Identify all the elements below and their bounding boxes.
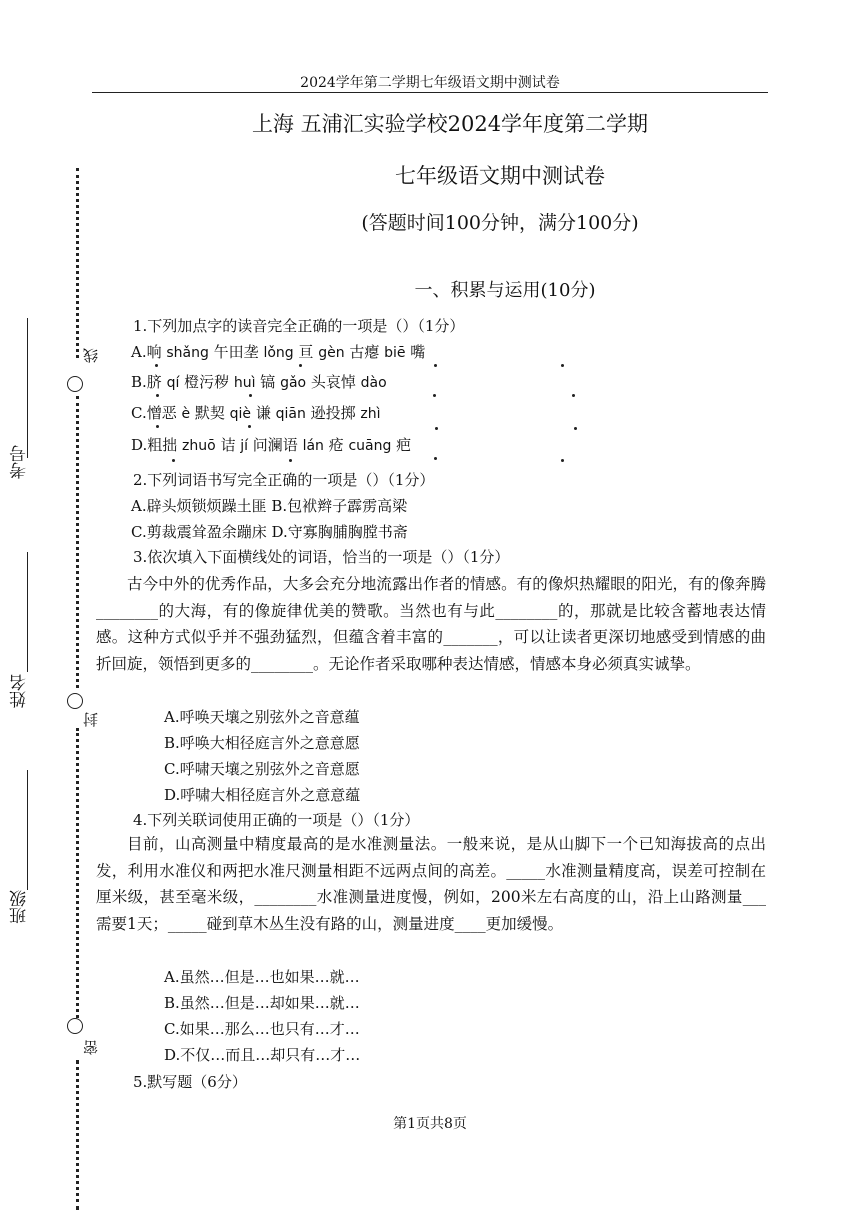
seal-label-mi: 密 xyxy=(82,1040,100,1055)
q1-a-pinyin: shǎng xyxy=(166,345,209,361)
q1-d-text: 问澜语 xyxy=(248,436,303,454)
q1-d-pinyin: jí xyxy=(240,438,249,454)
q1-c-text: C.憎恶 xyxy=(131,404,182,422)
emphasis-dot xyxy=(299,364,302,367)
q1-option-c xyxy=(131,403,381,424)
q1-c-pinyin: qiè xyxy=(229,406,252,422)
q1-d-text: 疮 xyxy=(323,436,349,454)
seal-label-xian: 线 xyxy=(82,348,100,363)
q1-a-pinyin: lǒng xyxy=(263,345,294,361)
q2-options-cd: C.剪裁震耸盈余蹦床 D.守寡胸脯胸膛书斋 xyxy=(131,523,408,541)
q4-option-b: B.虽然…但是…却如果…就… xyxy=(164,994,360,1012)
emphasis-dot xyxy=(156,425,159,428)
seal-dotted-line xyxy=(76,396,79,688)
emphasis-dot xyxy=(156,394,159,397)
exam-info: (答题时间100分钟，满分100分) xyxy=(361,212,639,234)
running-header: 2024学年第二学期七年级语文期中测试卷 xyxy=(300,75,560,91)
q1-option-a xyxy=(131,342,425,363)
q1-c-pinyin: qiān xyxy=(275,406,306,422)
q3-option-b: B.呼唤大相径庭言外之意意愿 xyxy=(164,734,360,752)
exam-number-label: 考号 xyxy=(10,445,30,479)
q1-b-text: 头哀悼 xyxy=(306,373,361,391)
q1-b-text: 镐 xyxy=(255,373,281,391)
emphasis-dot xyxy=(155,364,158,367)
q1-option-b xyxy=(131,372,387,393)
q1-b-pinyin: dào xyxy=(360,375,387,391)
q1-c-text: 谦 xyxy=(251,404,276,422)
q1-d-text: D.粗拙 xyxy=(131,436,183,454)
emphasis-dot xyxy=(572,394,575,397)
q3-option-a: A.呼唤天壤之别弦外之音意蕴 xyxy=(164,708,360,726)
page-number: 第1页共8页 xyxy=(393,1116,467,1132)
section-heading: 一、积累与运用(10分) xyxy=(414,280,596,301)
name-underline xyxy=(27,552,28,672)
emphasis-dot xyxy=(434,457,437,460)
q1-b-pinyin: gǎo xyxy=(280,375,307,391)
q2-stem: 2.下列词语书写完全正确的一项是（）（1分） xyxy=(133,471,435,489)
seal-label-feng: 封 xyxy=(82,712,100,727)
emphasis-dot xyxy=(435,427,438,430)
q4-option-a: A.虽然…但是…也如果…就… xyxy=(164,968,360,986)
seal-circle xyxy=(67,693,83,709)
emphasis-dot xyxy=(561,459,564,462)
q3-option-d: D.呼啸大相径庭言外之意意蕴 xyxy=(164,786,361,804)
school-title: 上海 五浦汇实验学校2024学年度第二学期 xyxy=(251,112,649,136)
q1-b-text: B.脐 xyxy=(131,373,167,391)
exam-number-underline xyxy=(27,318,28,458)
q1-d-pinyin: cuāng xyxy=(348,438,392,454)
header-rule xyxy=(92,92,768,93)
emphasis-dot xyxy=(289,459,292,462)
q3-passage: 古今中外的优秀作品，大多会充分地流露出作者的情感。有的像炽热耀眼的阳光，有的像奔腾________的大海，有的像旋律优美的赞歌。当然也有与此________的，那就是比较含蓄地表达情感。这种方式似乎并不强劲猛烈，但蕴含着丰富的_______，可以让读者更深切地感受到情感的曲折回旋，领悟到更多的________。无论作者采取哪种表达情感，情感本身必须真实诚挚。 xyxy=(96,575,766,673)
emphasis-dot xyxy=(433,394,436,397)
q1-a-text: 嘴 xyxy=(405,343,426,361)
exam-title: 七年级语文期中测试卷 xyxy=(395,164,605,188)
q2-options-ab: A.辟头烦锁烦躁土匪 B.包袱辫子霹雳高梁 xyxy=(131,497,408,515)
q1-b-text: 橙污秽 xyxy=(179,373,234,391)
seal-dotted-line xyxy=(76,168,79,358)
seal-dotted-line xyxy=(76,728,79,1018)
q1-b-pinyin: huì xyxy=(233,375,256,391)
q1-a-pinyin: gèn xyxy=(318,345,345,361)
q1-b-pinyin: qí xyxy=(166,375,180,391)
q1-a-text: A.响 xyxy=(131,343,167,361)
q1-a-text: 亘 xyxy=(293,343,319,361)
q1-stem: 1.下列加点字的读音完全正确的一项是（）（1分） xyxy=(133,317,465,335)
seal-circle xyxy=(67,376,83,392)
q3-option-c: C.呼啸天壤之别弦外之音意愿 xyxy=(164,760,360,778)
q5-stem: 5.默写题（6分） xyxy=(133,1073,247,1091)
class-label: 班级 xyxy=(10,890,30,924)
emphasis-dot xyxy=(249,394,252,397)
emphasis-dot xyxy=(434,364,437,367)
q1-c-text: 默契 xyxy=(190,404,230,422)
emphasis-dot xyxy=(248,425,251,428)
q4-option-c: C.如果…那么…也只有…才… xyxy=(164,1020,360,1038)
q1-d-text: 诘 xyxy=(215,436,241,454)
emphasis-dot xyxy=(574,427,577,430)
seal-circle xyxy=(67,1018,83,1034)
q1-c-pinyin: zhì xyxy=(360,406,381,422)
q1-d-pinyin: zhuō xyxy=(182,438,216,454)
q4-passage: 目前，山高测量中精度最高的是水准测量法。一般来说，是从山脚下一个已知海拔高的点出发，利用水准仪和两把水准尺测量相距不远两点间的高差。_____水准测量精度高，误差可控制在厘米级，甚至毫米级，________水准测量进度慢，例如，200米左右高度的山，沿上山路测量___需要1天；_____碰到草木丛生没有路的山，测量进度____更加缓慢。 xyxy=(96,835,766,933)
q1-a-text: 午田垄 xyxy=(208,343,264,361)
q3-stem: 3.依次填入下面横线处的词语，恰当的一项是（）（1分） xyxy=(133,548,510,566)
q1-a-text: 古瘪 xyxy=(344,343,385,361)
q1-d-pinyin: lán xyxy=(302,438,324,454)
q4-option-d: D.不仅…而且…却只有…才… xyxy=(164,1046,361,1064)
name-label: 姓名 xyxy=(10,674,30,708)
q1-d-text: 疤 xyxy=(391,436,412,454)
q4-stem: 4.下列关联词使用正确的一项是（）（1分） xyxy=(133,811,420,829)
q1-c-pinyin: è xyxy=(181,406,191,422)
emphasis-dot xyxy=(172,459,175,462)
q1-option-d xyxy=(131,435,411,456)
q1-c-text: 逊投掷 xyxy=(305,404,361,422)
emphasis-dot xyxy=(561,364,564,367)
seal-dotted-line xyxy=(76,1060,79,1210)
q1-a-pinyin: biē xyxy=(384,345,406,361)
class-underline xyxy=(27,770,28,890)
